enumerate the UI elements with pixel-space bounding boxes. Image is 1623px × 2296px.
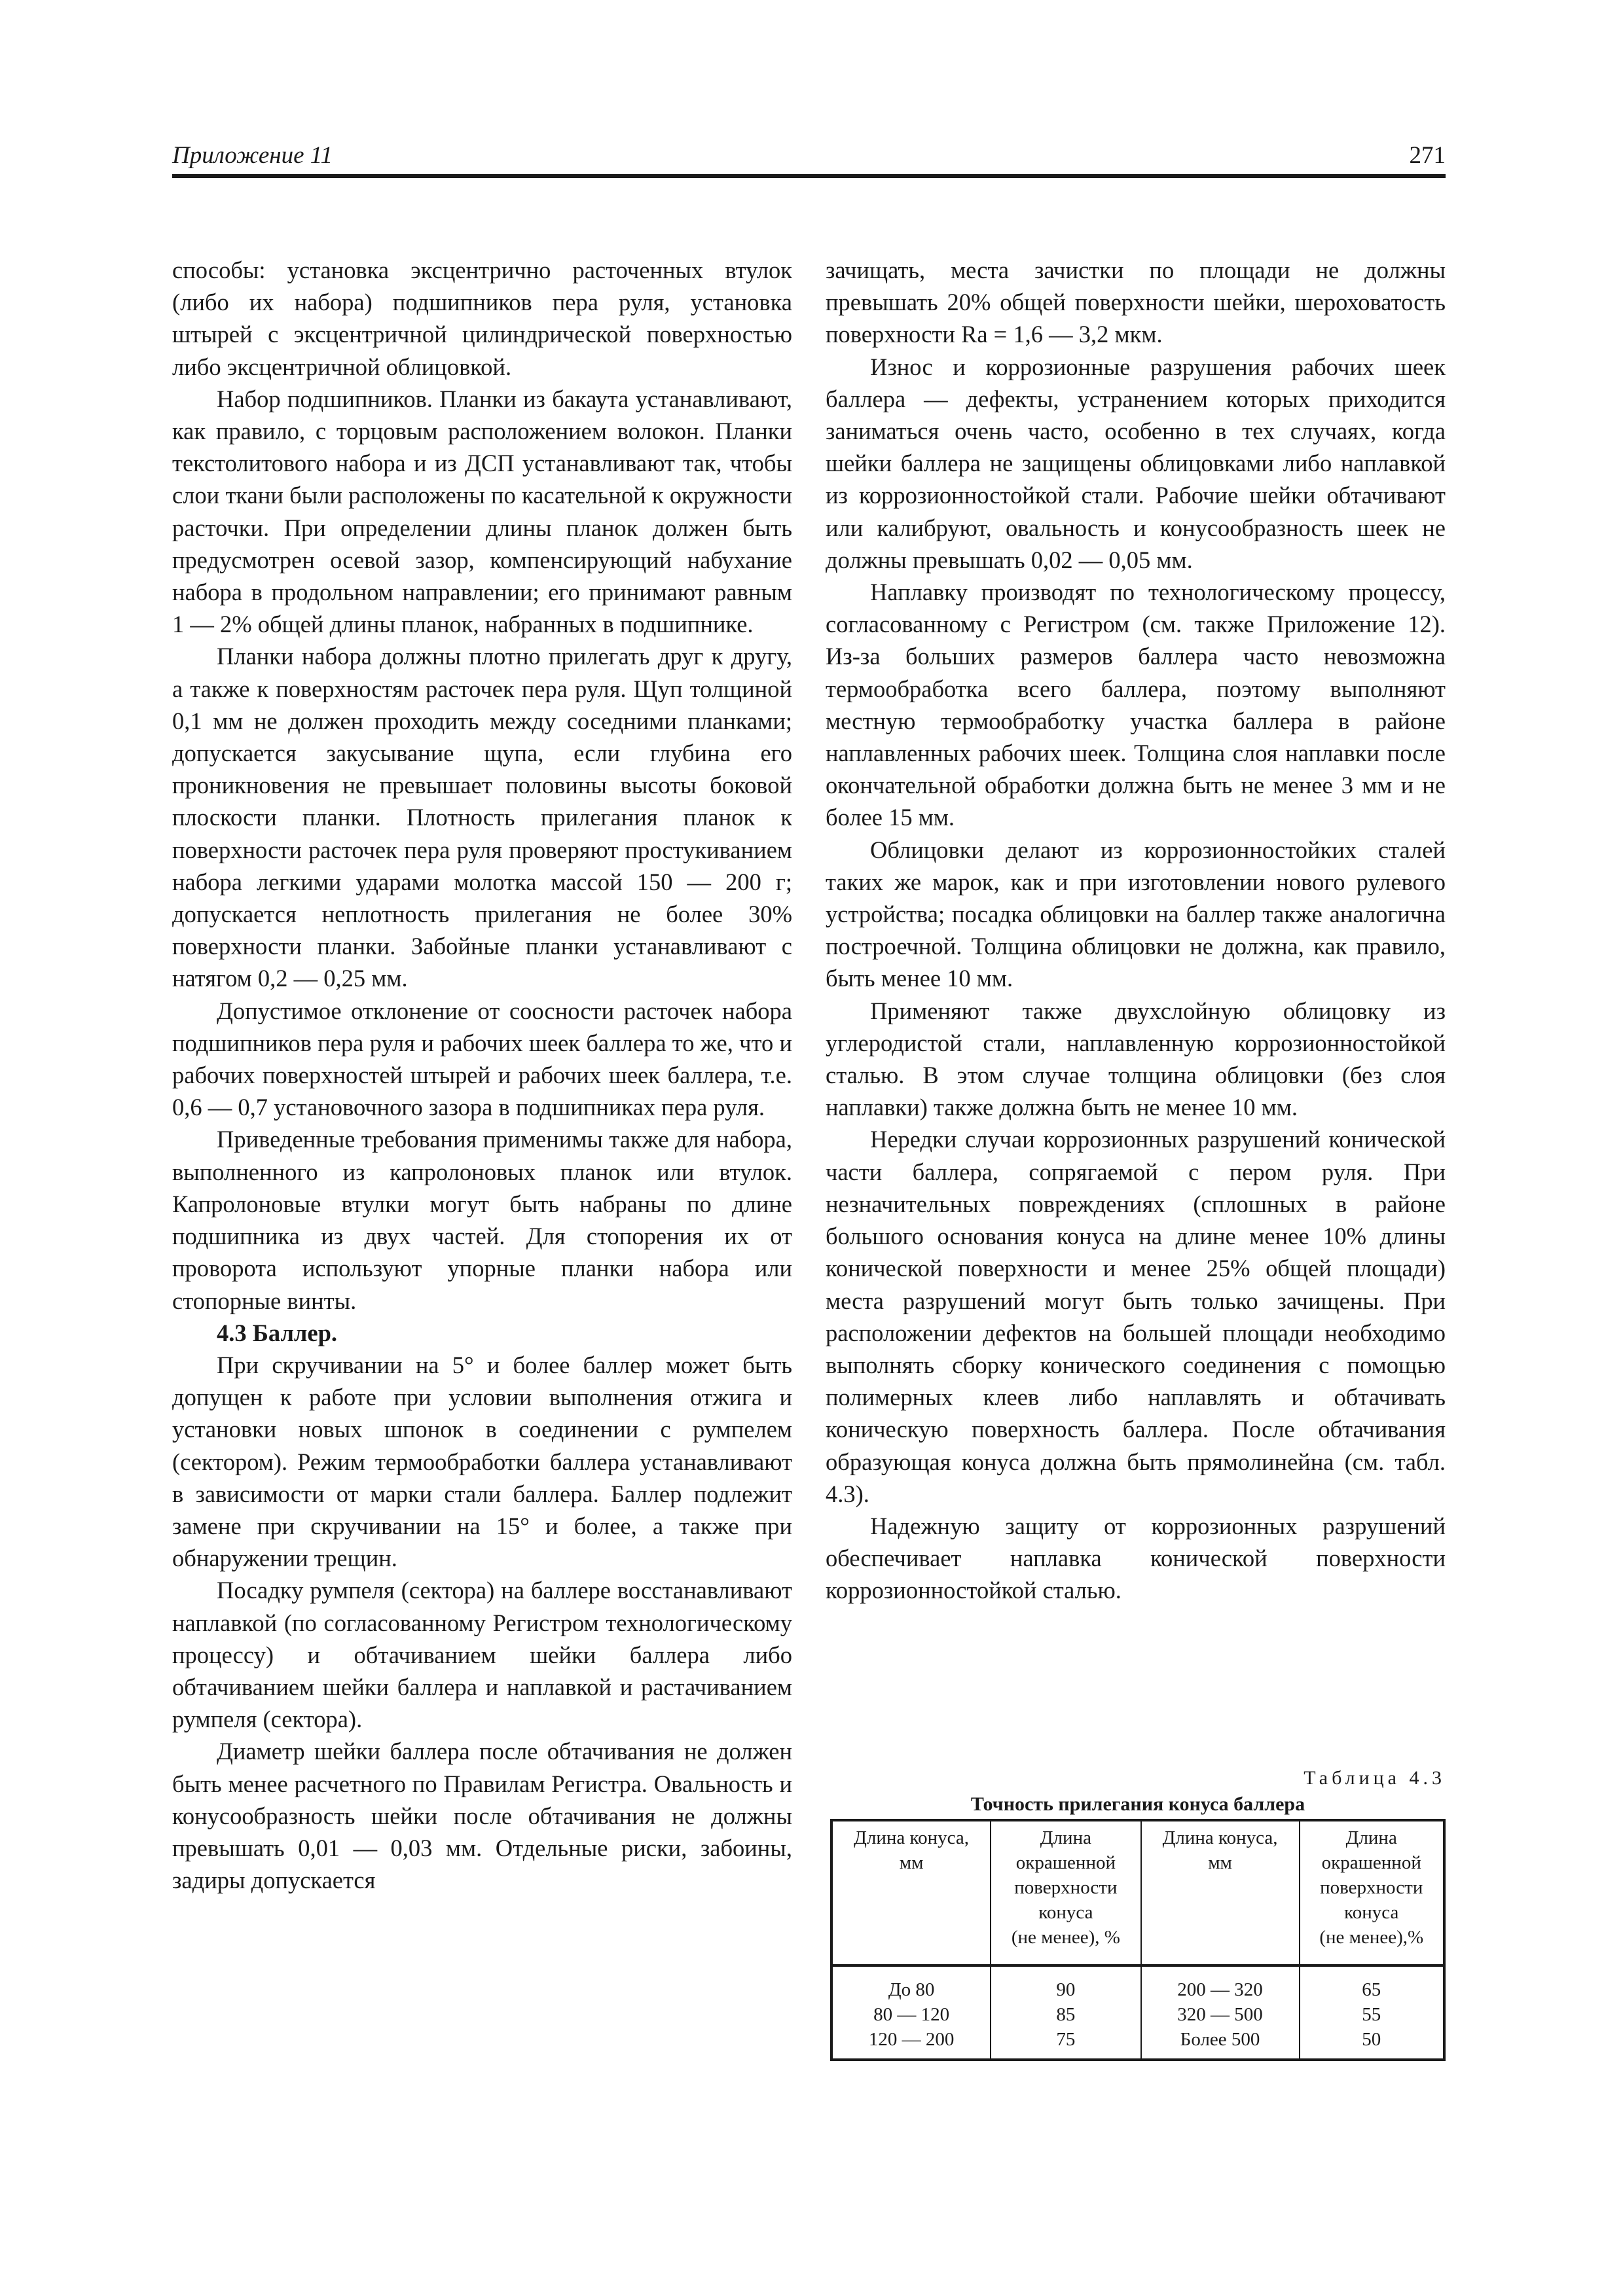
right-text-column	[826, 254, 1446, 1607]
paragraph: Нередки случаи коррозионных разрушений конической части баллера, сопрягаемой с пером руля. При незначительных повреждениях (сплошных в районе большого основания конуса на длине менее 10% длины конической поверхности и менее 25% общей площади) места разрушений могут быть только зачищены. При расположении дефектов на большей площади необходимо выполнять сборку конического соединения с помощью полимерных клеев либо наплавлять и обтачивать коническую поверхность баллера. После обтачивания образующая конуса должна быть прямолинейна (см. табл. 4.3).	[826, 1126, 1446, 1507]
header-line: конуса	[1038, 1902, 1093, 1923]
table-header-row	[831, 1820, 1444, 1965]
header-rule	[172, 174, 1446, 178]
header-line: конуса	[1344, 1902, 1399, 1923]
header-line: (не менее),%	[1319, 1927, 1424, 1948]
header-line: окрашенной	[1321, 1852, 1421, 1873]
cell-value: 80 — 120	[873, 2004, 950, 2025]
header-line: Длина конуса,	[854, 1827, 970, 1848]
table-cell	[1141, 1965, 1300, 2060]
table-header-cell	[831, 1820, 991, 1965]
header-line: мм	[1208, 1852, 1232, 1873]
header-line: Длина конуса,	[1162, 1827, 1278, 1848]
cell-value: 320 — 500	[1177, 2004, 1263, 2025]
cell-value: 90	[1056, 1979, 1076, 2000]
table-header-cell	[1141, 1820, 1300, 1965]
paragraph: Планки набора должны плотно прилегать друг к другу, а также к поверхностям расточек пера руля. Щуп толщиной 0,1 мм не должен проходить между соседними планками; допускается закусывание щупа, если глубина его проникновения не превышает половины высоты боковой плоскости планки. Плотность прилегания планок к поверхности расточек пера руля проверяют простукиванием набора легкими ударами молотка массой 150 — 200 г; допускается неплотность прилегания не более 30% поверхности планки. Забойные планки устанавливают с натягом 0,2 — 0,25 мм.	[172, 643, 792, 992]
header-line: (не менее), %	[1011, 1927, 1120, 1948]
table-header-cell	[1300, 1820, 1445, 1965]
running-header	[172, 141, 1446, 174]
section-heading: 4.3 Баллер.	[217, 1319, 338, 1346]
cell-value: 85	[1056, 2004, 1076, 2025]
paragraph: При скручивании на 5° и более баллер может быть допущен к работе при условии выполнения отжига и установки новых шпонок в соединении с румпелем (сектором). Режим термообработки баллера устанавливают в зависимости от марки стали баллера. Баллер подлежит замене при скручивании на 15° и более, а также при обнаружении трещин.	[172, 1351, 792, 1572]
table-number: Таблица 4.3	[1304, 1767, 1446, 1789]
table-body-row	[831, 1965, 1444, 2060]
cell-value: 120 — 200	[868, 2029, 955, 2050]
paragraph: Допустимое отклонение от соосности расточек набора подшипников пера руля и рабочих шеек баллера то же, что и рабочих поверхностей штырей и рабочих шеек баллера, т.е. 0,6 — 0,7 установочного зазора в подшипниках пера руля.	[172, 997, 792, 1121]
table-cell	[831, 1965, 991, 2060]
cell-value: 55	[1362, 2004, 1381, 2025]
page-number: 271	[1409, 142, 1446, 169]
data-table	[830, 1819, 1446, 2061]
cell-value: 200 — 320	[1177, 1979, 1263, 2000]
header-line: поверхности	[1320, 1877, 1423, 1898]
header-line: Длина	[1040, 1827, 1091, 1848]
cell-value: До 80	[888, 1979, 935, 2000]
paragraph: Наплавку производят по технологическому процессу, согласованному с Регистром (см. также Приложение 12). Из-за больших размеров баллера часто невозможна термообработка всего баллера, поэтому выполняют местную термообработку участка баллера в районе наплавленных рабочих шеек. Толщина слоя наплавки после окончательной обработки должна быть не менее 3 мм и не более 15 мм.	[826, 579, 1446, 831]
table-header-cell	[991, 1820, 1140, 1965]
header-line: мм	[899, 1852, 924, 1873]
paragraph: Набор подшипников. Планки из бакаута устанавливают, как правило, с торцовым расположением волокон. Планки текстолитового набора и из ДСП устанавливают так, чтобы слои ткани были расположены по касательной к окружности расточки. При определении длины планок должен быть предусмотрен осевой зазор, компенсирующий набухание набора в продольном направлении; его принимают равным 1 — 2% общей длины планок, набранных в подшипнике.	[172, 385, 792, 638]
paragraph: зачищать, места зачистки по площади не должны превышать 20% общей поверхности шейки, шероховатость поверхности Ra = 1,6 — 3,2 мкм.	[826, 257, 1446, 348]
table-title: Точность прилегания конуса баллера	[970, 1793, 1305, 1815]
cell-value: Более 500	[1180, 2029, 1260, 2050]
paragraph: Диаметр шейки баллера после обтачивания не должен быть менее расчетного по Правилам Регистра. Овальность и конусообразность шейки после обтачивания не должны превышать 0,01 — 0,03 мм. Отдельные риски, забоины, задиры допускается	[172, 1738, 792, 1894]
header-line: поверхности	[1014, 1877, 1118, 1898]
table-cell	[1300, 1965, 1445, 2060]
header-line: окрашенной	[1015, 1852, 1116, 1873]
paragraph: Износ и коррозионные разрушения рабочих шеек баллера — дефекты, устранением которых приходится заниматься очень часто, особенно в тех случаях, когда шейки баллера не защищены облицовками либо наплавкой из коррозионностойкой стали. Рабочие шейки обтачивают или калибруют, овальность и конусообразность шеек не должны превышать 0,02 — 0,05 мм.	[826, 353, 1446, 573]
paragraph: Приведенные требования применимы также для набора, выполненного из капролоновых планок или втулок. Капролоновые втулки могут быть набраны по длине подшипника из двух частей. Для стопорения их от проворота используют упорные планки набора или стопорные винты.	[172, 1126, 792, 1314]
left-text-column	[172, 254, 792, 1896]
header-section-title: Приложение 11	[172, 142, 333, 169]
cell-value: 75	[1056, 2029, 1076, 2050]
paragraph: способы: установка эксцентрично расточенных втулок (либо их набора) подшипников пера руля, установка штырей с эксцентричной цилиндрической поверхностью либо эксцентричной облицовкой.	[172, 257, 792, 380]
table-4-3	[830, 1765, 1446, 2061]
cell-value: 50	[1362, 2029, 1381, 2050]
cell-value: 65	[1362, 1979, 1381, 2000]
paragraph: Надежную защиту от коррозионных разрушений обеспечивает наплавка конической поверхности коррозионностойкой сталью.	[826, 1512, 1446, 1604]
paragraph: Применяют также двухслойную облицовку из углеродистой стали, наплавленную коррозионностойкой сталью. В этом случае толщина облицовки (без слоя наплавки) также должна быть не менее 10 мм.	[826, 997, 1446, 1121]
paragraph: Облицовки делают из коррозионностойких сталей таких же марок, как и при изготовлении нового рулевого устройства; посадка облицовки на баллер также аналогична построечной. Толщина облицовки не должна, как правило, быть менее 10 мм.	[826, 836, 1446, 992]
table-cell	[991, 1965, 1140, 2060]
paragraph: Посадку румпеля (сектора) на баллере восстанавливают наплавкой (по согласованному Регистром технологическому процессу) и обтачиванием шейки баллера либо обтачиванием шейки баллера и наплавкой и растачиванием румпеля (сектора).	[172, 1577, 792, 1733]
header-line: Длина	[1345, 1827, 1397, 1848]
